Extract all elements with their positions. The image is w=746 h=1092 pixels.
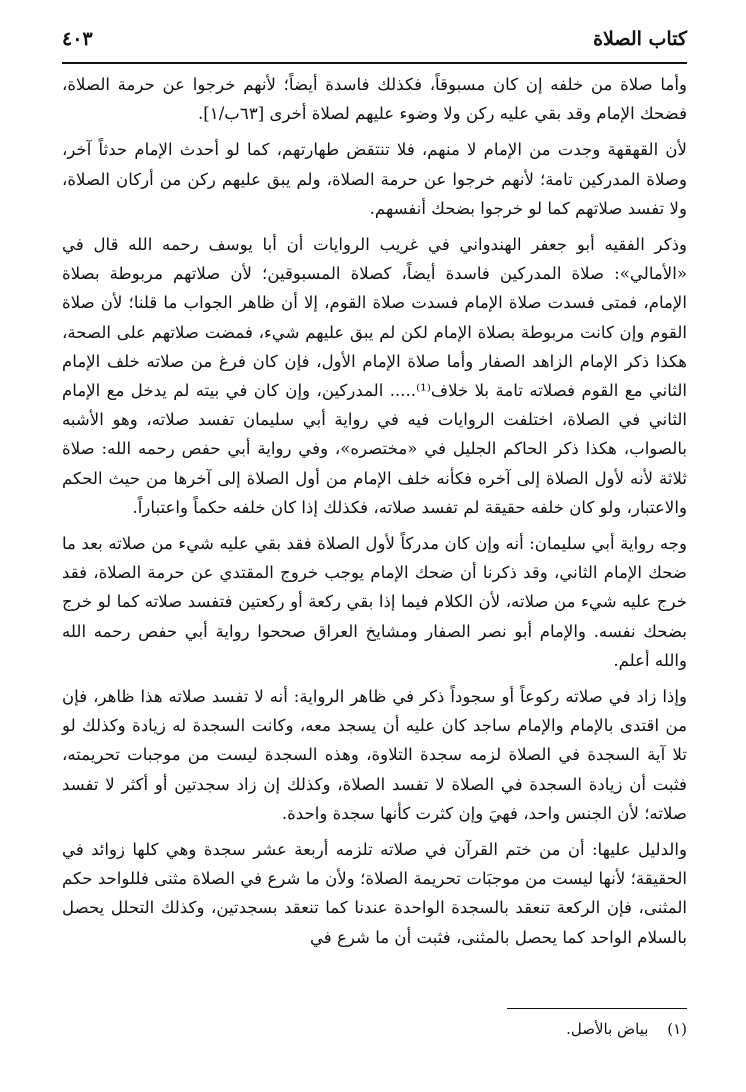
paragraph: والدليل عليها: أن من ختم القرآن في صلاته تلزمه أربعة عشر سجدة وهي كلها زوائد في الحقيقة؛ لأنها ليست من موجبَات تحريمة الصلاة؛ ولأن ما شرع في الصلاة مثنى فللواحد حكم المثنى، فإن الركعة تنعقد بالسجدة الواحدة عندنا كما تنعقد بسجدتين، وكذلك التحلل يحصل بالسلام الواحد كما يحصل بالمثنى، فثبت أن ما شرع في — [62, 840, 687, 947]
footnote-number: (١) — [667, 1020, 687, 1038]
footnote-divider — [507, 1008, 687, 1009]
footnote — [87, 1018, 687, 1040]
paragraph: لأن القهقهة وجدت من الإمام لا منهم، فلا تنتقض طهارتهم، كما لو أحدث الإمام حدثاً آخر، وصلاة المدركين تامة؛ لأنهم خرجوا عن حرمة الصلاة، ولم يبق عليهم ركن من أركان الصلاة، ولا تفسد صلاتهم كما لو خرجوا بضحك أنفسهم. — [62, 140, 687, 218]
paragraph: وأما صلاة من خلفه إن كان مسبوقاً، فكذلك فاسدة أيضاً؛ لأنهم خرجوا عن حرمة الصلاة، فضحك الإمام وقد بقي عليه ركن ولا وضوء عليهم لصلاة أخرى [٦٣ب/١]. — [62, 75, 687, 124]
footnote-text: بياض بالأصل. — [566, 1020, 649, 1038]
page-number: ٤٠٣ — [62, 28, 93, 50]
paragraph: وجه رواية أبي سليمان: أنه وإن كان مدركاً لأول الصلاة فقد بقي عليه شيء من صلاته بعد ما ضحك الإمام الثاني، وقد ذكرنا أن ضحك الإمام يوجب خروج المقتدي عن حرمة الصلاة، فقد خرج عليه شيء من صلاته، لأن الكلام فيما إذا بقي ركعة أو ركعتين فتفسد صلاته كما لو خرج بضحك نفسه. والإمام أبو نصر الصفار ومشايخ العراق صححوا رواية أبي حفص رحمه الله والله أعلم. — [62, 534, 687, 670]
running-header — [62, 28, 687, 58]
header-divider — [62, 62, 687, 64]
paragraph: وإذا زاد في صلاته ركوعاً أو سجوداً ذكر في ظاهر الرواية: أنه لا تفسد صلاته هذا ظاهر، فإن من اقتدى بالإمام والإمام ساجد كان عليه أن يسجد معه، وكانت السجدة له زيادة وكذلك لو تلا آية السجدة في الصلاة لزمه سجدة التلاوة، وهذه السجدة ليست من موجبات تحريمته، فثبت أن زيادة السجدة في الصلاة لا تفسد الصلاة، وكذلك إن زاد سجدتين أو أكثر لا تفسد صلاته؛ لأن الجنس واحد، فهيَ وإن كثرت كأنها سجدة واحدة. — [62, 687, 687, 823]
chapter-title: كتاب الصلاة — [593, 28, 687, 50]
body-text — [62, 70, 687, 952]
paragraph: وذكر الفقيه أبو جعفر الهندواني في غريب الروايات أن أبا يوسف رحمه الله قال في «الأمالي»: صلاة المدركين فاسدة أيضاً، كصلاة المسبوقين؛ لأن صلاتهم مربوطة بصلاة الإمام، فمتى فسدت صلاة الإمام فسدت صلاة القوم، إلا أن ظاهر الجواب ما قلنا؛ لأن صلاة القوم وإن كانت مربوطة بصلاة الإمام لكن لم يبق عليهم شيء، فمضت صلاتهم على الصحة، هكذا ذكر الإمام الزاهد الصفار وأما صلاة الإمام الأول، فإن كان فرغ من صلاته خلف الإمام الثاني مع القوم فصلاته تامة بلا خلاف⁽¹⁾..... المدركين، وإن كان في بيته لم يدخل مع الإمام الثاني في الصلاة، اختلفت الروايات فيه في رواية أبي سليمان تفسد صلاته، وهو الأشبه بالصواب، هكذا ذكر الحاكم الجليل في «مختصره»، وفي رواية أبي حفص رحمه الله: صلاة ثلاثة لأنه لأول الصلاة إلى آخره فكأنه خلف الإمام من أول الصلاة إلى آخرها من حيث الحكم والاعتبار، ولو كان خلفه حقيقة لم تفسد صلاته، فكذلك إذا كان خلفه حكماً واعتباراً. — [62, 235, 688, 517]
document-page — [62, 28, 687, 1068]
